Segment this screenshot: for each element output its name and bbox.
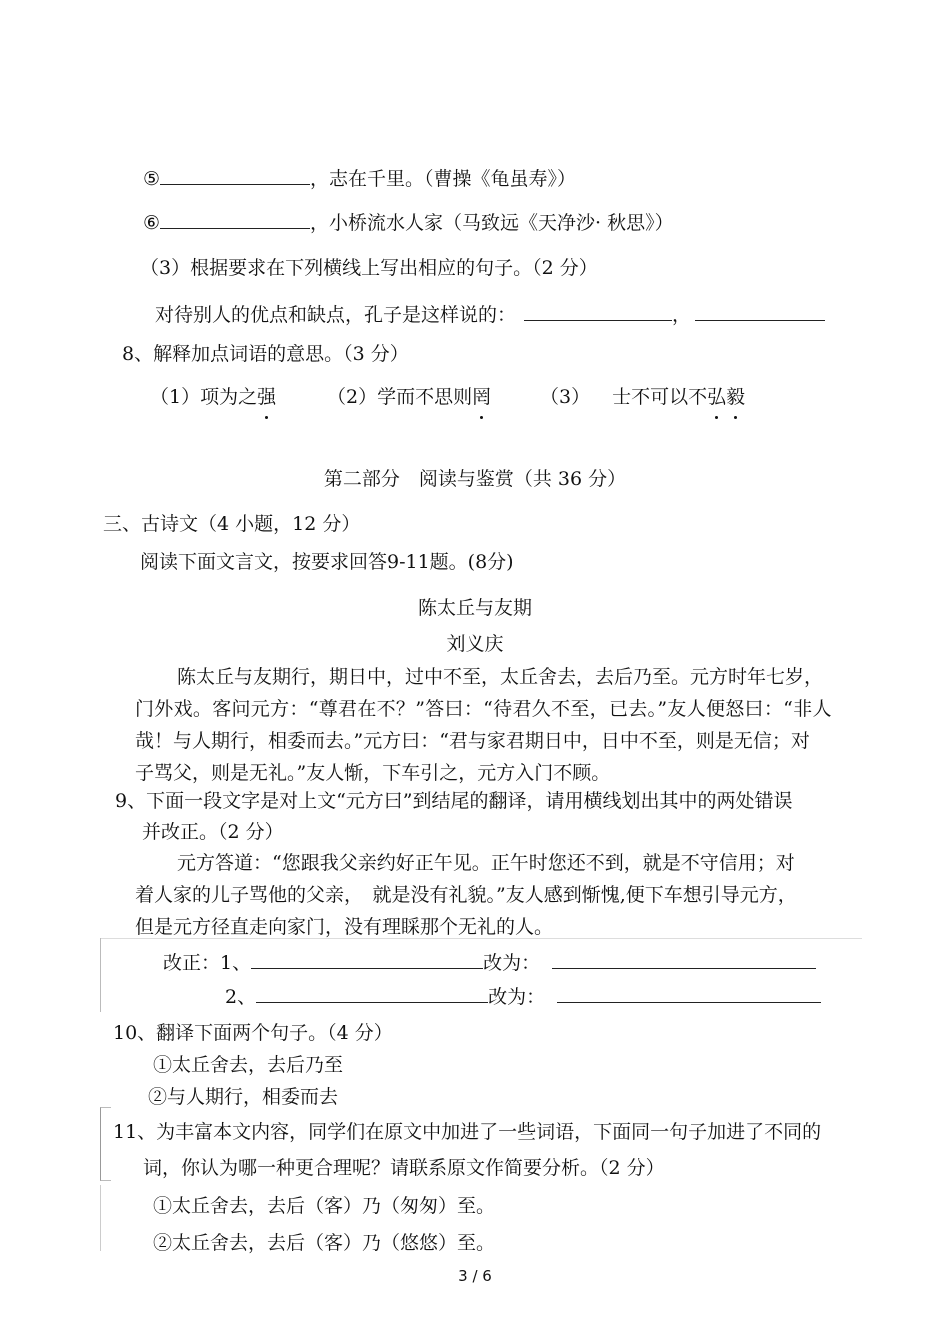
q8-item-1 bbox=[150, 384, 276, 410]
item-text: 学而不思则 bbox=[377, 386, 473, 408]
item-number: （1） bbox=[150, 386, 201, 408]
answer-blank[interactable] bbox=[160, 166, 310, 185]
passage-line: 门外戏。客问元方：“尊君在不？”答曰：“待君久不至，已去。”友人便怒曰：“非人 bbox=[135, 698, 832, 720]
q10-sentence-2: ②与人期行，相委而去 bbox=[148, 1086, 339, 1108]
answer-blank[interactable] bbox=[160, 210, 310, 229]
q9-fix-row-2 bbox=[225, 984, 821, 1010]
change-to-label: 改为： bbox=[483, 952, 541, 974]
q8-item-3 bbox=[540, 384, 745, 410]
q8-title: 8、解释加点词语的意思。（3 分） bbox=[122, 343, 409, 365]
item-text: ，志在千里。（曹操《龟虽寿》） bbox=[310, 168, 577, 190]
item-number: （3） bbox=[540, 386, 591, 408]
q9-translation-line: 但是元方径直走向家门，没有理睬那个无礼的人。 bbox=[135, 916, 554, 938]
passage-author: 刘义庆 bbox=[446, 633, 504, 655]
fix-label: 改正：1、 bbox=[163, 952, 252, 974]
dotted-word: 弘 bbox=[707, 386, 727, 408]
answer-blank[interactable] bbox=[256, 984, 488, 1003]
q11-line1: 11、为丰富本文内容，同学们在原文中加进了一些词语，下面同一句子加进了不同的 bbox=[113, 1121, 822, 1143]
dotted-word: 毅 bbox=[726, 386, 746, 408]
change-to-label: 改为： bbox=[488, 986, 546, 1008]
q9-line1: 9、下面一段文字是对上文“元方曰”到结尾的翻译，请用横线划出其中的两处错误 bbox=[115, 790, 793, 812]
item-number: ⑥ bbox=[143, 212, 161, 234]
part2-heading: 第二部分 阅读与鉴赏（共 36 分） bbox=[323, 468, 627, 490]
answer-box-left-border bbox=[100, 1185, 101, 1251]
passage-line: 子骂父，则是无礼。”友人惭，下车引之，元方入门不顾。 bbox=[135, 762, 611, 784]
q9-fix-row-1 bbox=[163, 950, 816, 976]
item-text: 项为之 bbox=[200, 386, 258, 408]
answer-box-left-border bbox=[100, 938, 101, 1012]
q11-option-2: ②太丘舍去，去后（客）乃（悠悠）至。 bbox=[153, 1232, 496, 1254]
q9-translation-line: 元方答道：“您跟我父亲约好正午见。正午时您还不到，就是不守信用；对 bbox=[177, 852, 795, 874]
passage-line: 陈太丘与友期行，期日中，过中不至，太丘舍去，去后乃至。元方时年七岁， bbox=[177, 666, 824, 688]
answer-box-top-border bbox=[100, 938, 862, 939]
item-number: （2） bbox=[327, 386, 378, 408]
q8-item-2 bbox=[327, 384, 491, 410]
comma: ， bbox=[672, 304, 692, 326]
q11-line2: 词，你认为哪一种更合理呢？请联系原文作简要分析。（2 分） bbox=[143, 1157, 665, 1179]
passage-line: 哉！与人期行，相委而去。”元方曰：“君与家君期日中，日中不至，则是无信；对 bbox=[135, 730, 810, 752]
section3-title: 三、古诗文（4 小题，12 分） bbox=[103, 513, 361, 535]
q7-item-5 bbox=[143, 166, 576, 192]
q9-line2: 并改正。（2 分） bbox=[142, 821, 284, 843]
dotted-word: 强 bbox=[257, 386, 277, 408]
q11-option-1: ①太丘舍去，去后（客）乃（匆匆）至。 bbox=[153, 1195, 496, 1217]
page-number: 3 / 6 bbox=[458, 1267, 492, 1285]
q7-item-6 bbox=[143, 210, 674, 236]
q7-part3: （3）根据要求在下列横线上写出相应的句子。（2 分） bbox=[140, 257, 598, 279]
q10-title: 10、翻译下面两个句子。（4 分） bbox=[113, 1022, 393, 1044]
fix-label: 2、 bbox=[225, 986, 257, 1008]
answer-blank[interactable] bbox=[251, 950, 483, 969]
item-number: ⑤ bbox=[143, 168, 161, 190]
q10-sentence-1: ①太丘舍去，去后乃至 bbox=[153, 1054, 344, 1076]
q9-translation-line: 着人家的儿子骂他的父亲， 就是没有礼貌。”友人感到惭愧,便下车想引导元方， bbox=[135, 884, 797, 906]
item-text: 士不可以不 bbox=[612, 386, 708, 408]
passage-title: 陈太丘与友期 bbox=[417, 597, 532, 619]
answer-blank[interactable] bbox=[695, 302, 825, 321]
section3-instruction: 阅读下面文言文，按要求回答9-11题。(8分) bbox=[140, 551, 514, 573]
prompt-text: 对待别人的优点和缺点，孔子是这样说的： bbox=[155, 304, 517, 326]
bracket-mark bbox=[100, 1107, 111, 1181]
q7-confucius-line bbox=[155, 302, 825, 328]
answer-blank[interactable] bbox=[524, 302, 672, 321]
dotted-word: 罔 bbox=[472, 386, 492, 408]
item-text: ，小桥流水人家（马致远《天净沙· 秋思》） bbox=[310, 212, 674, 234]
answer-blank[interactable] bbox=[552, 950, 816, 969]
answer-blank[interactable] bbox=[557, 984, 821, 1003]
